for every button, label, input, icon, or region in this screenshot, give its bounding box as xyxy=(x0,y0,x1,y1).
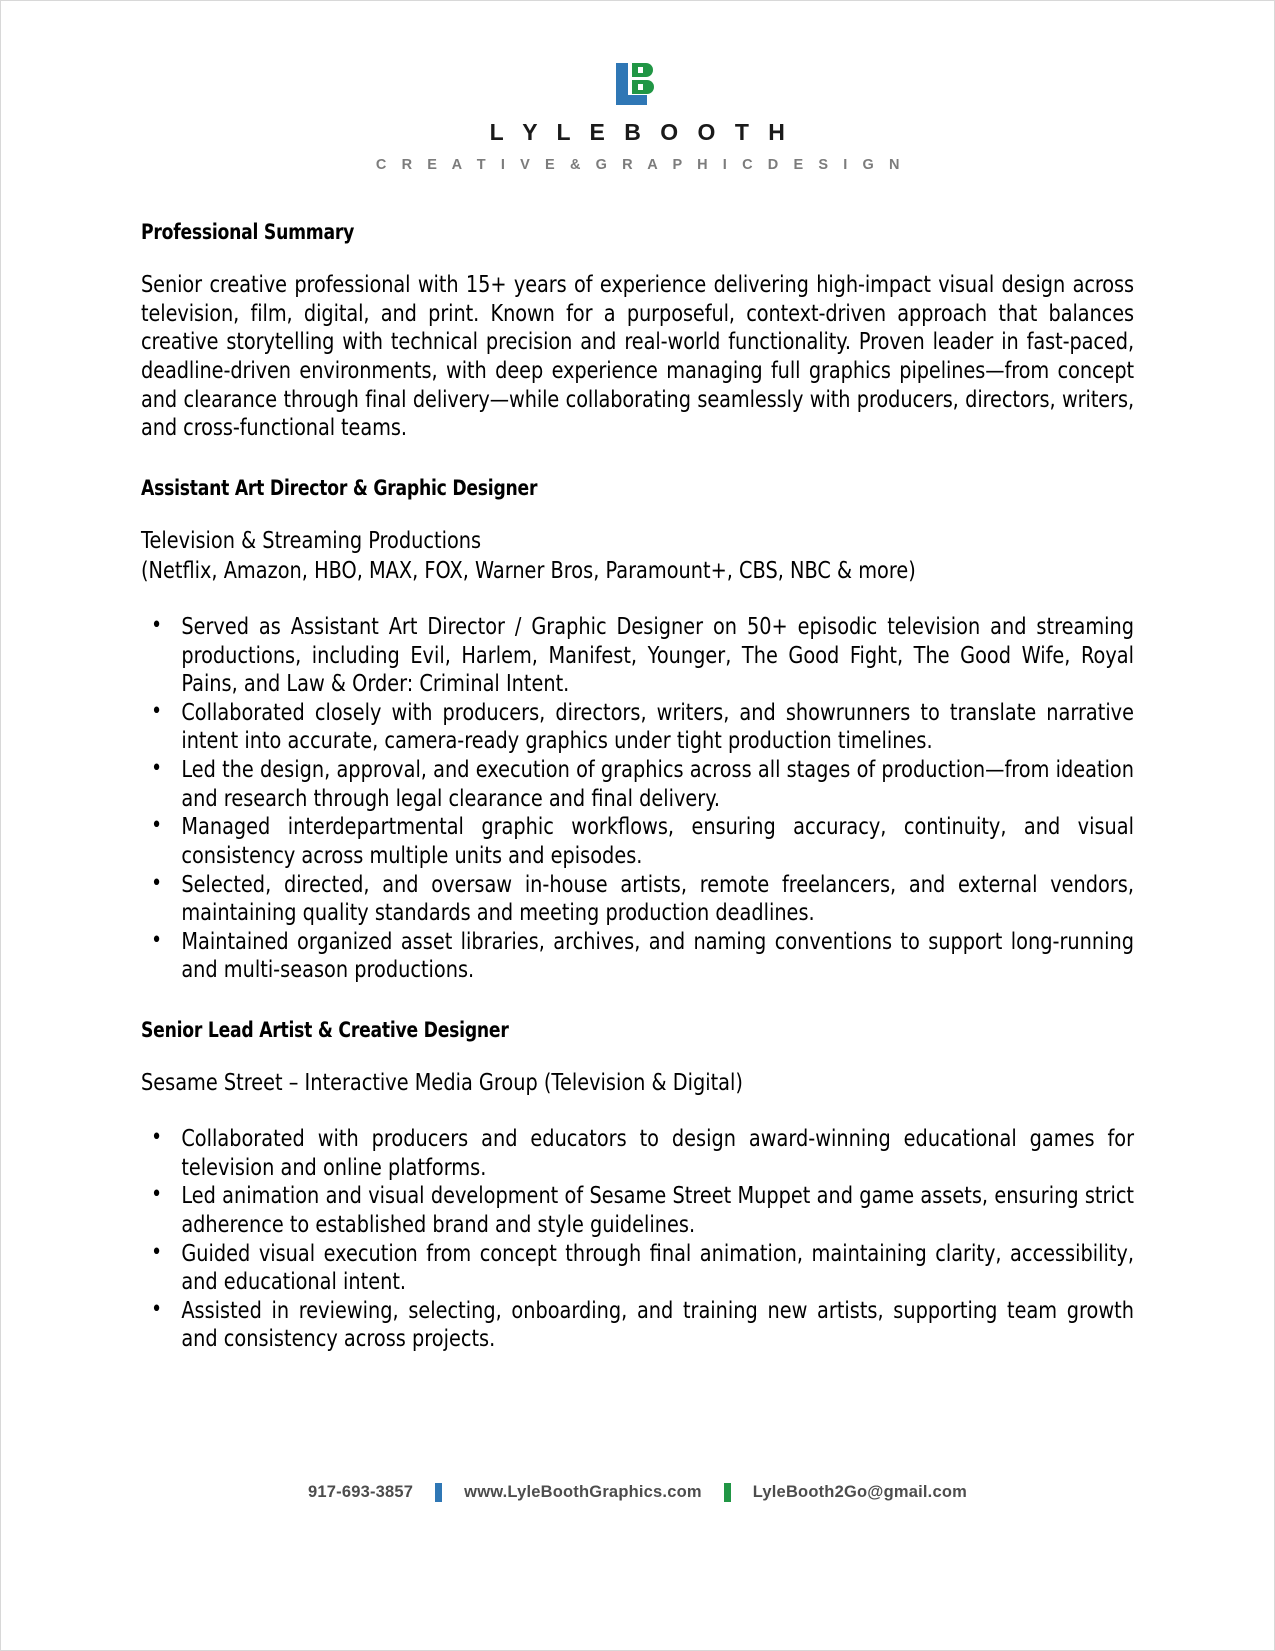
list-item: • Collaborated closely with producers, directors, writers, and showrunners to translate narrative intent into accurate, camera-ready graphics under tight production timelines. xyxy=(141,699,1134,756)
header-tagline: C R E A T I V E & G R A P H I C D E S I G N xyxy=(375,157,906,173)
document-footer xyxy=(1,1483,1274,1502)
footer-phone[interactable]: 917-693-3857 xyxy=(308,1483,414,1501)
list-item: • Collaborated with producers and educators to design award-winning educational games for television and online platforms. xyxy=(141,1125,1134,1182)
list-item: • Led animation and visual development of Sesame Street Muppet and game assets, ensuring strict adherence to established brand and style guidelines. xyxy=(141,1182,1134,1239)
responsibility-list xyxy=(141,613,1134,985)
list-item: • Maintained organized asset libraries, archives, and naming conventions to support long-running and multi-season productions. xyxy=(141,928,1134,985)
section-heading: Assistant Art Director & Graphic Designer xyxy=(141,475,538,500)
job-subhead-line-1: Television & Streaming Productions xyxy=(141,528,482,555)
document-header xyxy=(1,1,1274,173)
footer-website[interactable]: www.LyleBoothGraphics.com xyxy=(464,1483,702,1501)
footer-email[interactable]: LyleBooth2Go@gmail.com xyxy=(752,1483,967,1501)
job-subhead-line-1: Sesame Street – Interactive Media Group (Television & Digital) xyxy=(141,1070,743,1097)
list-item: • Led the design, approval, and execution of graphics across all stages of production—from ideation and research through legal clearance and final delivery. xyxy=(141,756,1134,813)
resume-content xyxy=(141,173,1134,1354)
footer-separator-green-icon xyxy=(724,1483,731,1502)
job-subhead xyxy=(141,527,1134,587)
list-item: • Served as Assistant Art Director / Graphic Designer on 50+ episodic television and streaming productions, including Evil, Harlem, Manifest, Younger, The Good Fight, The Good Wife, Royal Pains, and Law & Order: Criminal Intent. xyxy=(141,613,1134,699)
section-professional-summary xyxy=(141,220,1134,443)
list-item: • Guided visual execution from concept through final animation, maintaining clarity, accessibility, and educational intent. xyxy=(141,1240,1134,1297)
section-heading: Professional Summary xyxy=(141,220,355,244)
page-title: L Y L E B O O T H xyxy=(489,119,792,145)
summary-paragraph: Senior creative professional with 15+ years of experience delivering high-impact visual design across television, film, digital, and print. Known for a purposeful, context-driven approach that balances creative storytelling with technical precision and real-world functionality. Proven leader in fast-paced, deadline-driven environments, with deep experience managing full graphics pipelines—from concept and clearance through final delivery—while collaborating seamlessly with producers, directors, writers, and cross-functional teams. xyxy=(141,272,1135,442)
job-subhead-line-2: (Netflix, Amazon, HBO, MAX, FOX, Warner Bros, Paramount+, CBS, NBC & more) xyxy=(141,558,916,585)
section-assistant-art-director xyxy=(141,476,1134,985)
list-item: • Assisted in reviewing, selecting, onboarding, and training new artists, supporting team growth and consistency across projects. xyxy=(141,1297,1134,1354)
lb-monogram-logo xyxy=(616,63,660,105)
list-item: • Managed interdepartmental graphic workflows, ensuring accuracy, continuity, and visual consistency across multiple units and episodes. xyxy=(141,813,1134,870)
job-subhead xyxy=(141,1069,1134,1099)
footer-separator-blue-icon xyxy=(435,1483,442,1502)
section-senior-lead-artist xyxy=(141,1018,1134,1354)
section-heading: Senior Lead Artist & Creative Designer xyxy=(141,1018,509,1043)
responsibility-list xyxy=(141,1125,1134,1354)
list-item: • Selected, directed, and oversaw in-house artists, remote freelancers, and external vendors, maintaining quality standards and meeting production deadlines. xyxy=(141,871,1134,928)
